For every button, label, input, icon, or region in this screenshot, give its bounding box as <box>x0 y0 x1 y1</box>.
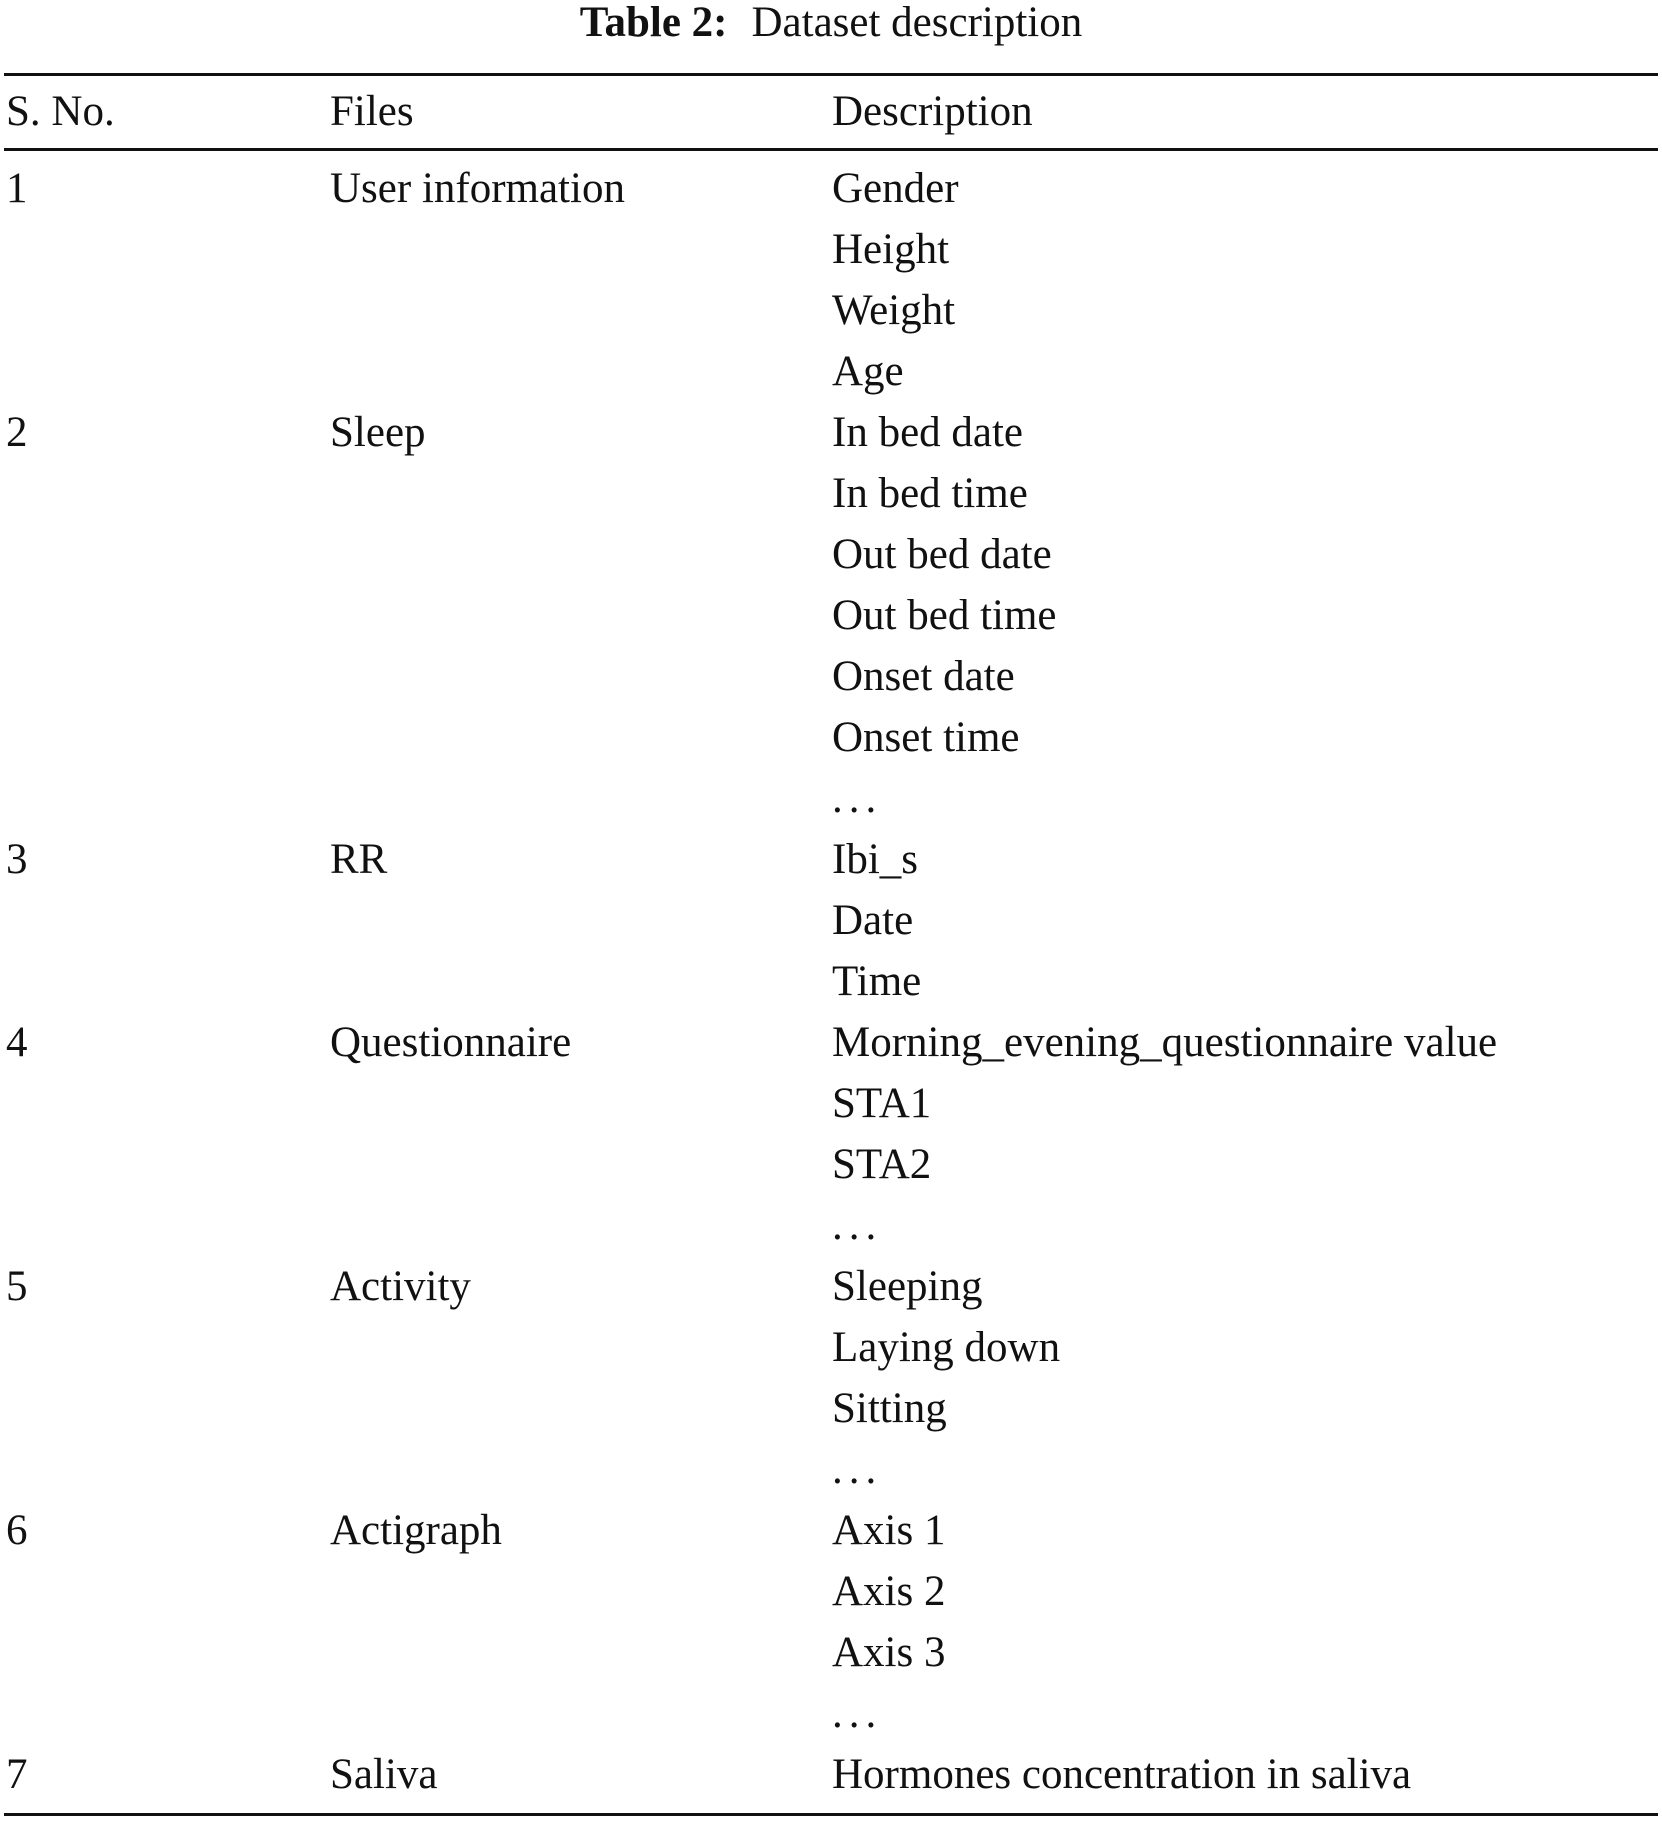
description-line: Out bed time <box>832 592 1057 639</box>
header-rule <box>4 148 1658 151</box>
description-line: Onset time <box>832 714 1020 761</box>
description-ellipsis: ... <box>832 1446 883 1493</box>
cell-file: Activity <box>330 1263 471 1310</box>
description-ellipsis: ... <box>832 1690 883 1737</box>
table-row <box>0 1256 1662 1500</box>
bottom-rule <box>4 1813 1658 1816</box>
description-line: Axis 1 <box>832 1507 946 1554</box>
table-row <box>0 158 1662 402</box>
header-description: Description <box>832 88 1033 135</box>
description-line: Sitting <box>832 1385 947 1432</box>
description-line: STA2 <box>832 1141 932 1188</box>
caption-label: Table 2: <box>579 0 728 46</box>
table-body <box>0 158 1662 1805</box>
description-ellipsis: ... <box>832 775 883 822</box>
table-row <box>0 829 1662 1012</box>
description-line: Onset date <box>832 653 1015 700</box>
header-sno: S. No. <box>6 88 115 135</box>
description-line: STA1 <box>832 1080 932 1127</box>
cell-sno: 7 <box>6 1751 28 1798</box>
description-line: Out bed date <box>832 531 1052 578</box>
cell-file: Questionnaire <box>330 1019 572 1066</box>
description-line: Height <box>832 226 950 273</box>
description-line: Weight <box>832 287 956 334</box>
description-line: Axis 3 <box>832 1629 946 1676</box>
cell-file: User information <box>330 165 625 212</box>
description-line: Age <box>832 348 904 395</box>
cell-file: Actigraph <box>330 1507 502 1554</box>
top-rule <box>4 73 1658 76</box>
cell-description <box>832 402 1662 829</box>
cell-sno: 4 <box>6 1019 28 1066</box>
cell-description <box>832 158 1662 402</box>
cell-description <box>832 829 1662 1012</box>
description-line: Sleeping <box>832 1263 983 1310</box>
caption-title: Dataset description <box>751 0 1083 46</box>
cell-description <box>832 1012 1662 1256</box>
cell-file: Sleep <box>330 409 426 456</box>
table-row <box>0 1744 1662 1805</box>
description-line: Axis 2 <box>832 1568 946 1615</box>
description-line: In bed time <box>832 470 1028 517</box>
description-line: Morning_evening_questionnaire value <box>832 1019 1498 1066</box>
cell-sno: 3 <box>6 836 28 883</box>
cell-description <box>832 1500 1662 1744</box>
cell-file: RR <box>330 836 388 883</box>
cell-sno: 1 <box>6 165 28 212</box>
description-line: Time <box>832 958 922 1005</box>
description-line: Laying down <box>832 1324 1061 1371</box>
description-ellipsis: ... <box>832 1202 883 1249</box>
description-line: In bed date <box>832 409 1024 456</box>
table-row <box>0 402 1662 829</box>
cell-description <box>832 1744 1662 1805</box>
cell-file: Saliva <box>330 1751 438 1798</box>
table-caption <box>0 0 1662 46</box>
table-row <box>0 1012 1662 1256</box>
description-line: Gender <box>832 165 959 212</box>
cell-sno: 6 <box>6 1507 28 1554</box>
cell-sno: 2 <box>6 409 28 456</box>
cell-sno: 5 <box>6 1263 28 1310</box>
table-row <box>0 1500 1662 1744</box>
header-files: Files <box>330 88 414 135</box>
description-line: Ibi_s <box>832 836 918 883</box>
cell-description <box>832 1256 1662 1500</box>
description-line: Date <box>832 897 914 944</box>
description-line: Hormones concentration in saliva <box>832 1751 1412 1798</box>
